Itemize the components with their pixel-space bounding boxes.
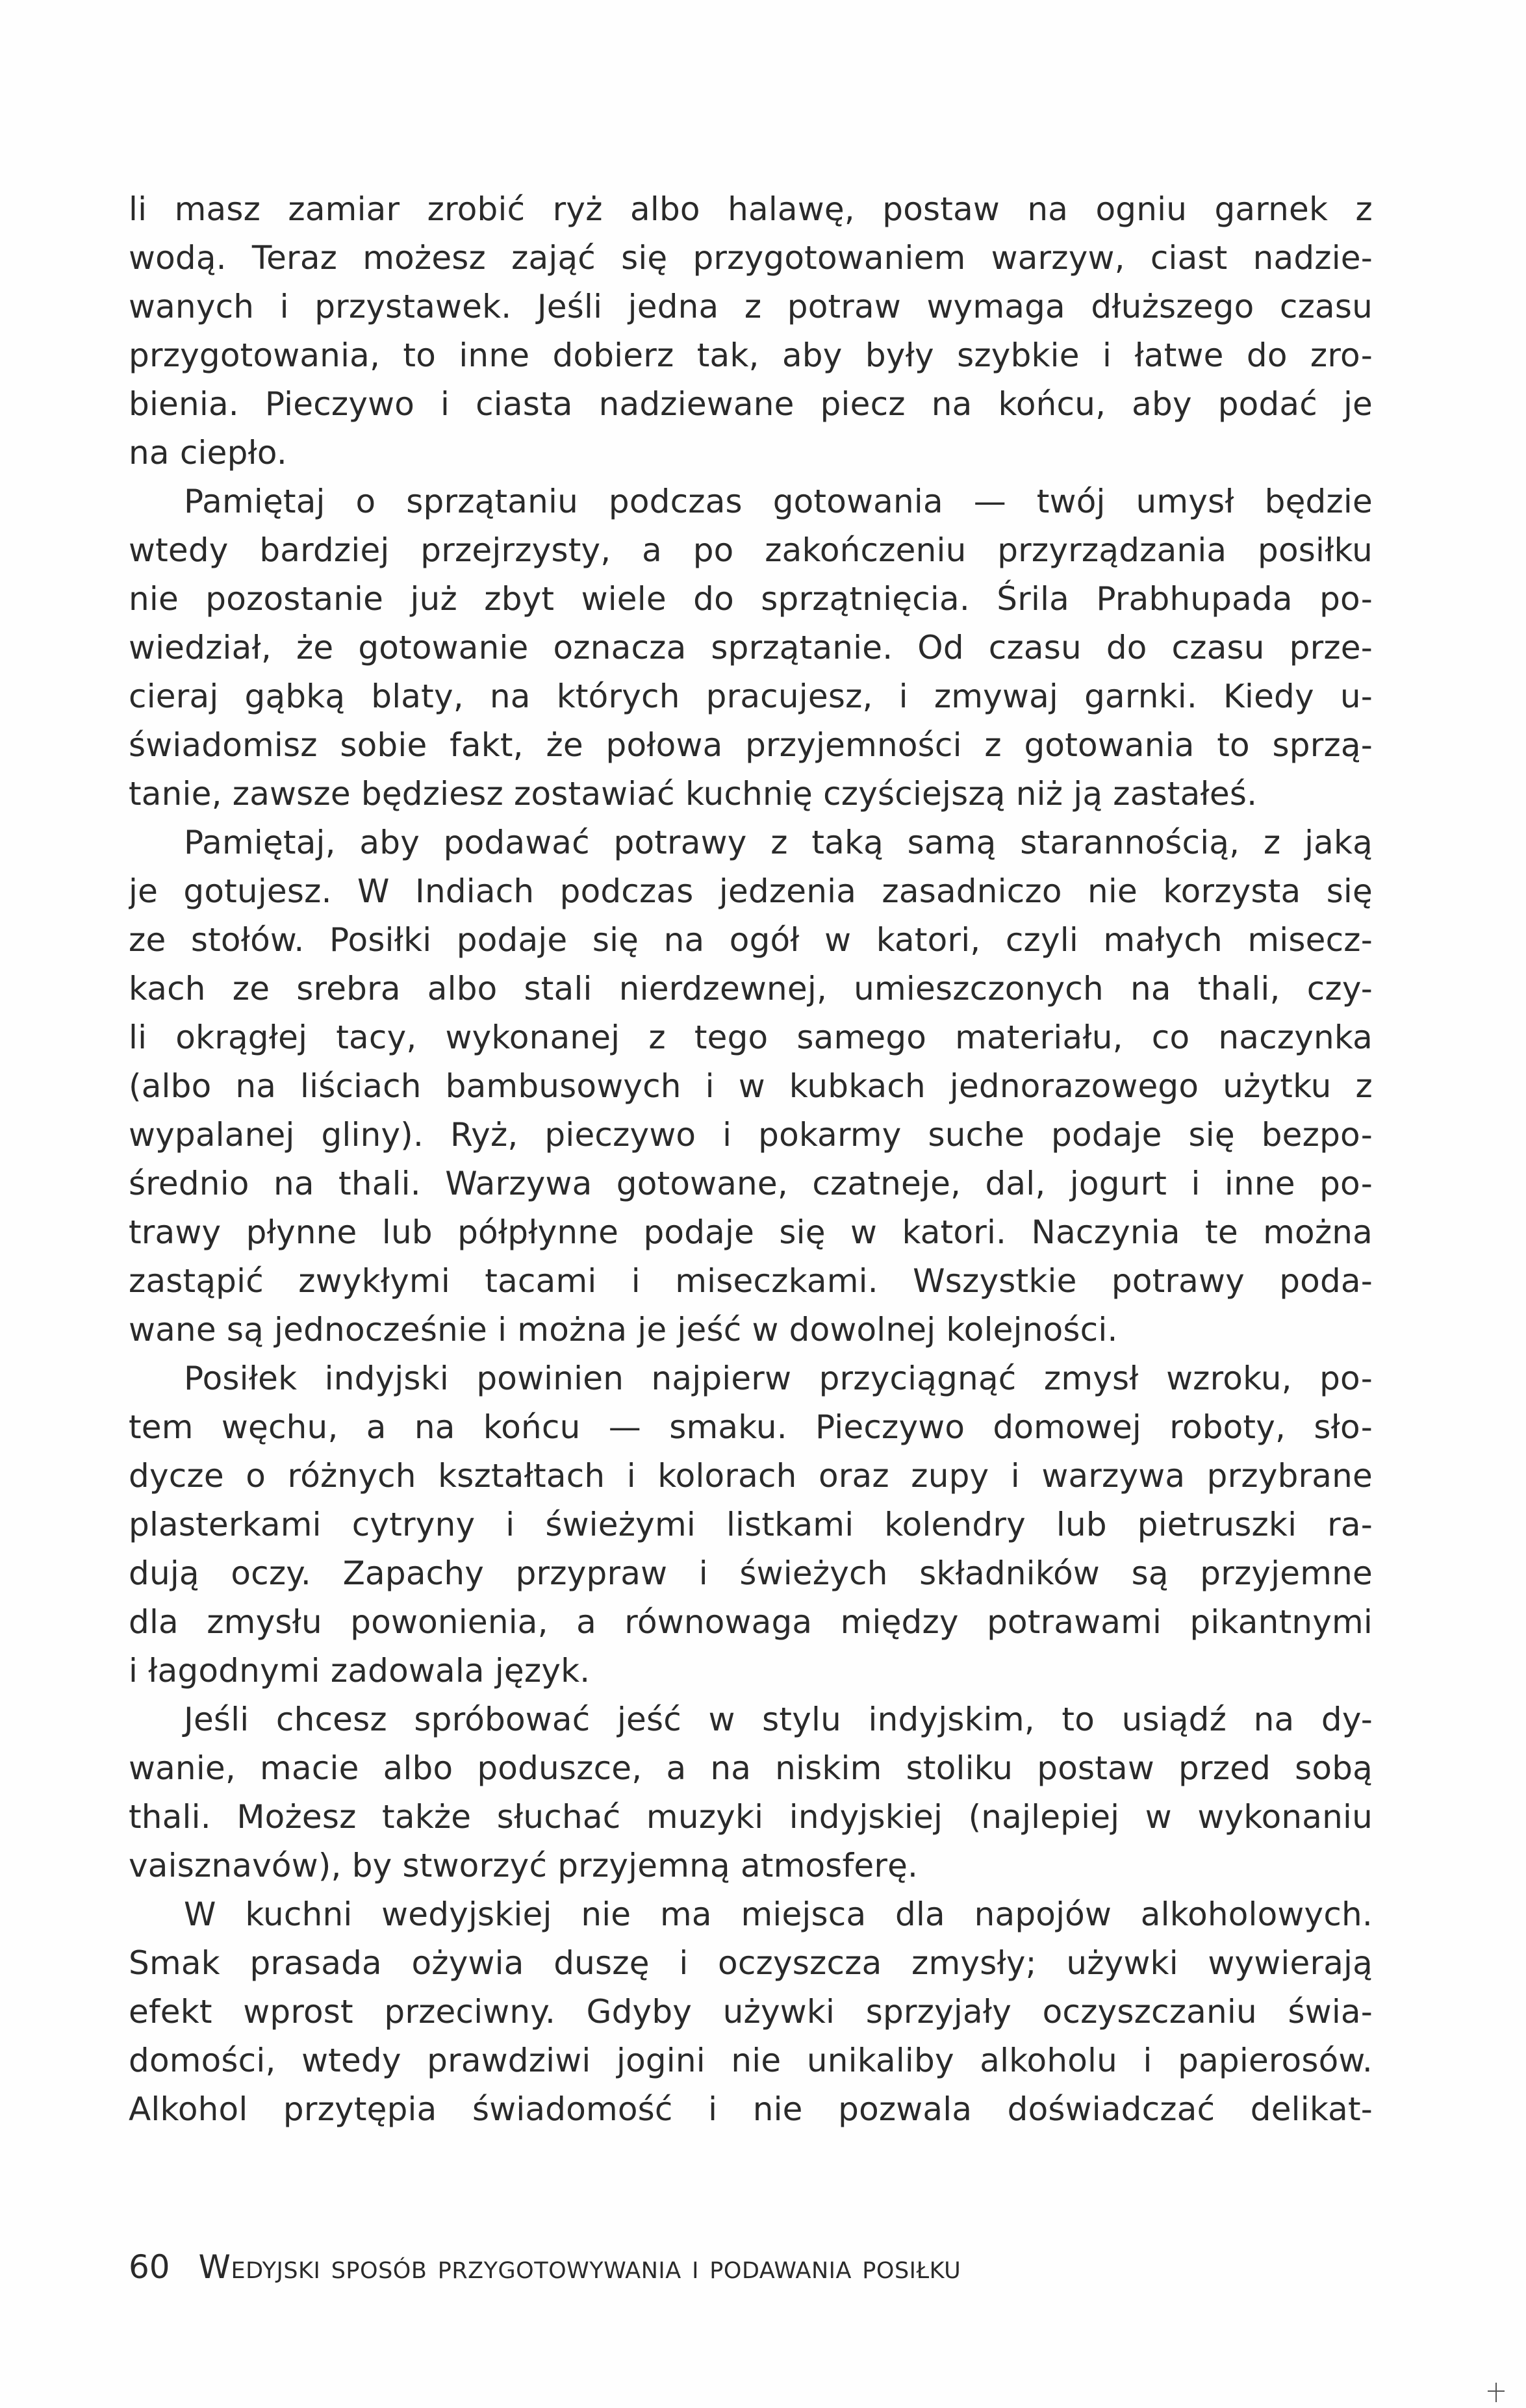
text-line: domości, wtedy prawdziwi jogini nie unikaliby alkoholu i papierosów. xyxy=(129,2042,1373,2079)
text-line: efekt wprost przeciwny. Gdyby używki sprzyjały oczyszczaniu świa- xyxy=(129,1993,1373,2031)
text-line: je gotujesz. W Indiach podczas jedzenia zasadniczo nie korzysta się xyxy=(129,872,1373,910)
page-number: 60 xyxy=(129,2248,170,2286)
text-line: wodą. Teraz możesz zająć się przygotowaniem warzyw, ciast nadzie- xyxy=(129,239,1373,277)
text-line: W kuchni wedyjskiej nie ma miejsca dla napojów alkoholowych. xyxy=(184,1895,1373,1933)
text-line: na ciepło. xyxy=(129,434,287,472)
text-line: tem węchu, a na końcu — smaku. Pieczywo domowej roboty, sło- xyxy=(129,1408,1373,1446)
crop-mark xyxy=(1495,2383,1497,2402)
text-line: dycze o różnych kształtach i kolorach oraz zupy i warzywa przybrane xyxy=(129,1457,1373,1495)
text-line: nie pozostanie już zbyt wiele do sprzątnięcia. Śrila Prabhupada po- xyxy=(129,580,1373,618)
text-line: tanie, zawsze będziesz zostawiać kuchnię czyściejszą niż ją zastałeś. xyxy=(129,775,1258,813)
text-line: przygotowania, to inne dobierz tak, aby były szybkie i łatwe do zro- xyxy=(129,336,1373,374)
text-line: i łagodnymi zadowala język. xyxy=(129,1652,591,1690)
text-line: dują oczy. Zapachy przypraw i świeżych składników są przyjemne xyxy=(129,1554,1373,1592)
text-line: cieraj gąbką blaty, na których pracujesz, i zmywaj garnki. Kiedy u- xyxy=(129,678,1373,715)
text-line: świadomisz sobie fakt, że połowa przyjemności z gotowania to sprzą- xyxy=(129,726,1373,764)
page-footer xyxy=(129,2244,1373,2290)
text-line: Smak prasada ożywia duszę i oczyszcza zmysły; używki wywierają xyxy=(129,1944,1373,1982)
text-line: wypalanej gliny). Ryż, pieczywo i pokarmy suche podaje się bezpo- xyxy=(129,1116,1373,1154)
text-line: Alkohol przytępia świadomość i nie pozwala doświadczać delikat- xyxy=(129,2090,1373,2128)
crop-mark xyxy=(1488,2390,1505,2392)
text-line: vaisznavów), by stworzyć przyjemną atmosferę. xyxy=(129,1847,919,1884)
text-line: wtedy bardziej przejrzysty, a po zakończeniu przyrządzania posiłku xyxy=(129,531,1373,569)
text-line: li masz zamiar zrobić ryż albo halawę, postaw na ogniu garnek z xyxy=(129,190,1373,228)
text-line: (albo na liściach bambusowych i w kubkach jednorazowego użytku z xyxy=(129,1067,1373,1105)
text-line: li okrągłej tacy, wykonanej z tego samego materiału, co naczynka xyxy=(129,1019,1373,1056)
text-line: średnio na thali. Warzywa gotowane, czatneje, dal, jogurt i inne po- xyxy=(129,1165,1373,1202)
text-line: wanych i przystawek. Jeśli jedna z potraw wymaga dłuższego czasu xyxy=(129,288,1373,325)
text-line: dla zmysłu powonienia, a równowaga między potrawami pikantnymi xyxy=(129,1603,1373,1641)
text-line: Pamiętaj o sprzątaniu podczas gotowania — twój umysł będzie xyxy=(184,483,1373,520)
text-line: bienia. Pieczywo i ciasta nadziewane piecz na końcu, aby podać je xyxy=(129,385,1373,423)
text-line: Jeśli chcesz spróbować jeść w stylu indyjskim, to usiądź na dy- xyxy=(184,1701,1373,1738)
text-line: kach ze srebra albo stali nierdzewnej, umieszczonych na thali, czy- xyxy=(129,970,1373,1008)
text-line: Pamiętaj, aby podawać potrawy z taką samą starannością, z jaką xyxy=(184,824,1373,861)
text-line: wiedział, że gotowanie oznacza sprzątanie. Od czasu do czasu prze- xyxy=(129,629,1373,666)
text-line: wane są jednocześnie i można je jeść w dowolnej kolejności. xyxy=(129,1311,1118,1349)
text-line: Posiłek indyjski powinien najpierw przyciągnąć zmysł wzroku, po- xyxy=(184,1360,1373,1397)
text-line: trawy płynne lub półpłynne podaje się w katori. Naczynia te można xyxy=(129,1213,1373,1251)
body-text xyxy=(129,185,1373,2134)
running-title: Wedyjski sposób przygotowywania i podawania posiłku xyxy=(198,2248,961,2286)
text-line: plasterkami cytryny i świeżymi listkami kolendry lub pietruszki ra- xyxy=(129,1506,1373,1543)
text-line: zastąpić zwykłymi tacami i miseczkami. Wszystkie potrawy poda- xyxy=(129,1262,1373,1300)
text-line: ze stołów. Posiłki podaje się na ogół w katori, czyli małych misecz- xyxy=(129,921,1373,959)
text-line: thali. Możesz także słuchać muzyki indyjskiej (najlepiej w wykonaniu xyxy=(129,1798,1373,1836)
text-line: wanie, macie albo poduszce, a na niskim stoliku postaw przed sobą xyxy=(129,1749,1373,1787)
